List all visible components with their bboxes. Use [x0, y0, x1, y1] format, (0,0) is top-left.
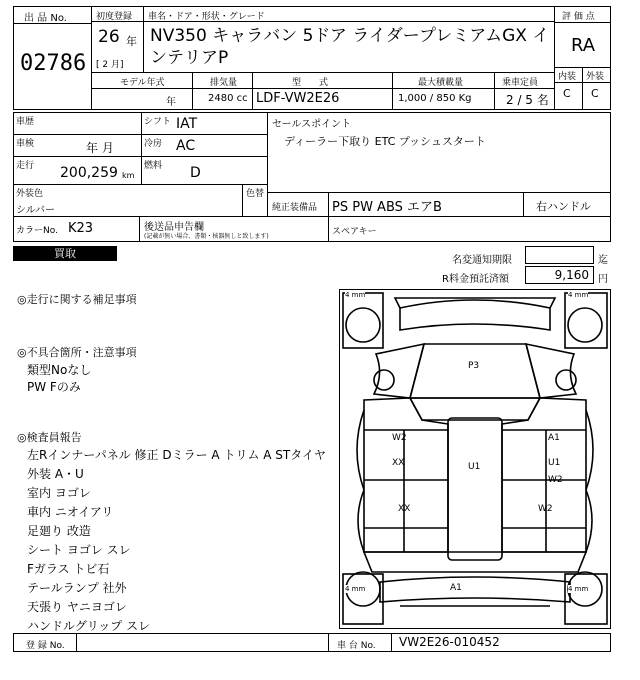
- reg-no-box: [13, 633, 329, 652]
- name-label: 車名・ドア・形状・グレード: [148, 12, 265, 22]
- exterior-label: 外装: [586, 72, 605, 82]
- fuel-value: D: [190, 165, 201, 181]
- mark-w2-right-rear: W2: [538, 504, 553, 514]
- wheel-fr: [568, 308, 602, 342]
- post-docs-value: スペアキー: [332, 227, 377, 237]
- inspector-line: シート ヨゴレ スレ: [27, 543, 131, 557]
- inspector-line: 左Rインナーパネル 修正 Dミラー A トリム A STタイヤ: [27, 448, 326, 462]
- exterior-color-label: 外装色: [16, 189, 44, 199]
- mark-u1-center: U1: [468, 462, 481, 472]
- name-change-suffix: 迄: [598, 255, 608, 266]
- score-value: RA: [571, 35, 596, 56]
- defect-line: 類型Noなし: [27, 363, 92, 377]
- displacement-value: 2480 cc: [208, 93, 248, 104]
- inspector-line: テールランプ 社外: [27, 581, 127, 595]
- tire-rl-depth: 4 mm: [345, 585, 366, 593]
- inspector-line: 外装 A・U: [27, 467, 84, 481]
- model-year-label: モデル年式: [120, 78, 165, 88]
- score-label: 評 価 点: [562, 12, 595, 22]
- inspection-label: 車検: [16, 139, 35, 149]
- chassis-number: VW2E26-010452: [399, 635, 500, 649]
- inspector-line: ハンドルグリップ スレ: [27, 619, 151, 633]
- genuine-value: PS PW ABS エアB: [332, 200, 442, 215]
- lot-box: [13, 6, 92, 110]
- displacement-label: 排気量: [210, 78, 238, 88]
- recycle-field: [525, 266, 594, 284]
- car-name: NV350 キャラバン 5ドア ライダープレミアムGX インテリアP: [150, 26, 550, 68]
- notes-section: [17, 290, 337, 309]
- model-row: [91, 72, 555, 110]
- mark-xx-left-front: XX: [392, 458, 405, 468]
- ac-value: AC: [176, 138, 196, 154]
- lot-number: 02786: [20, 51, 87, 76]
- inspector-line: 室内 ヨゴレ: [27, 486, 91, 500]
- windshield: [410, 398, 540, 420]
- shift-value: IAT: [176, 116, 198, 132]
- inspector-line: 車内 ニオイアリ: [27, 505, 114, 519]
- first-reg-label: 初度登録: [96, 12, 133, 22]
- roof: [448, 418, 502, 560]
- mileage-unit: km: [122, 171, 135, 180]
- fuel-label: 燃料: [144, 161, 163, 171]
- damage-diagram: [339, 289, 611, 629]
- reg-month: [ 2 月]: [96, 60, 124, 70]
- recycle-amount: 9,160: [554, 268, 589, 282]
- mark-w2-left: W2: [392, 433, 407, 443]
- mark-a1-bottom: A1: [450, 583, 462, 593]
- name-change-label: 名変通知期限: [452, 255, 512, 266]
- type-value: LDF-VW2E26: [256, 91, 340, 106]
- right-mirror: [556, 370, 576, 390]
- mark-xx-left-rear: XX: [398, 504, 411, 514]
- reg-year: 26: [98, 27, 120, 47]
- type-label: 型 式: [292, 78, 329, 88]
- capacity-label: 乗車定員: [502, 78, 539, 88]
- genuine-label: 純正装備品: [272, 203, 318, 213]
- color-no-label: カラーNo.: [16, 226, 58, 236]
- max-load-label: 最大積載量: [418, 78, 464, 88]
- mileage-label: 走行: [16, 161, 35, 171]
- sales-point-box: [267, 112, 611, 193]
- lot-label: 出 品 No.: [24, 13, 67, 24]
- rear-panel: [364, 552, 586, 572]
- exterior-color-box: [13, 184, 268, 217]
- color-no-box: [13, 216, 140, 242]
- left-mirror: [374, 370, 394, 390]
- sales-point-label: セールスポイント: [272, 119, 352, 130]
- defects-title: ◎不具合箇所・注意事項: [17, 346, 137, 359]
- spec-box: [13, 112, 268, 185]
- reg-year-unit: 年: [126, 35, 137, 48]
- max-load-value: 1,000 / 850 Kg: [398, 93, 472, 104]
- mark-p3: P3: [468, 361, 480, 371]
- mark-w2-right-front: W2: [548, 475, 563, 485]
- reg-no-label: 登 録 No.: [26, 641, 65, 651]
- tire-fr-depth: 4 mm: [568, 291, 589, 299]
- color-change-label: 色替: [246, 189, 265, 199]
- inspector-line: 天張り ヤニヨゴレ: [27, 600, 127, 614]
- exterior-grade: C: [591, 87, 599, 100]
- mileage-value: 200,259: [60, 165, 118, 181]
- interior-label: 内装: [558, 72, 577, 82]
- defect-line: PW Fのみ: [27, 380, 81, 394]
- post-docs-label: 後送品申告欄: [144, 222, 204, 233]
- history-label: 車歴: [16, 117, 35, 127]
- inspector-section: [17, 429, 339, 636]
- color-no-value: K23: [68, 221, 94, 236]
- ac-label: 冷房: [144, 139, 163, 149]
- hood-panel: [410, 344, 540, 398]
- mark-a1-right: A1: [548, 433, 560, 443]
- inspection-value: 年 月: [86, 141, 114, 155]
- tire-fl-depth: 4 mm: [345, 291, 366, 299]
- name-change-field: [525, 246, 594, 264]
- rear-bumper: [380, 577, 570, 602]
- name-box: [91, 6, 555, 73]
- wheel-fl: [346, 308, 380, 342]
- left-side: [364, 398, 448, 552]
- purchase-badge: 買取: [13, 246, 117, 261]
- score-box: [554, 6, 611, 110]
- right-side: [502, 398, 586, 552]
- mark-u1-right: U1: [548, 458, 561, 468]
- recycle-unit: 円: [598, 274, 608, 285]
- chassis-box: [328, 633, 611, 652]
- defects-section: [17, 343, 337, 396]
- inspector-title: ◎検査員報告: [17, 431, 82, 444]
- car-outline: [340, 290, 610, 628]
- genuine-box: [267, 192, 611, 217]
- post-docs-box: [139, 216, 611, 242]
- post-docs-note: (記載が無い場合、書類・核器無しと致します): [144, 233, 269, 240]
- chassis-label: 車 台 No.: [337, 641, 376, 651]
- driving-title: ◎走行に関する補足事項: [17, 293, 137, 306]
- capacity-value: 2 / 5 名: [506, 93, 549, 107]
- recycle-label: R料金預託済額: [442, 274, 509, 285]
- tire-rr-depth: 4 mm: [568, 585, 589, 593]
- tire-box-fl: [343, 293, 383, 348]
- exterior-color-value: シルバー: [16, 205, 56, 216]
- inspector-line: Fガラス トビ石: [27, 562, 110, 576]
- shift-label: シフト: [144, 117, 172, 127]
- front-bumper: [400, 300, 550, 330]
- sales-point-value: ディーラー下取り ETC プッシュスタート: [284, 135, 486, 148]
- interior-grade: C: [563, 87, 571, 100]
- inspector-line: 足廻り 改造: [27, 524, 91, 538]
- model-year-unit: 年: [166, 97, 176, 108]
- steering-value: 右ハンドル: [536, 200, 591, 213]
